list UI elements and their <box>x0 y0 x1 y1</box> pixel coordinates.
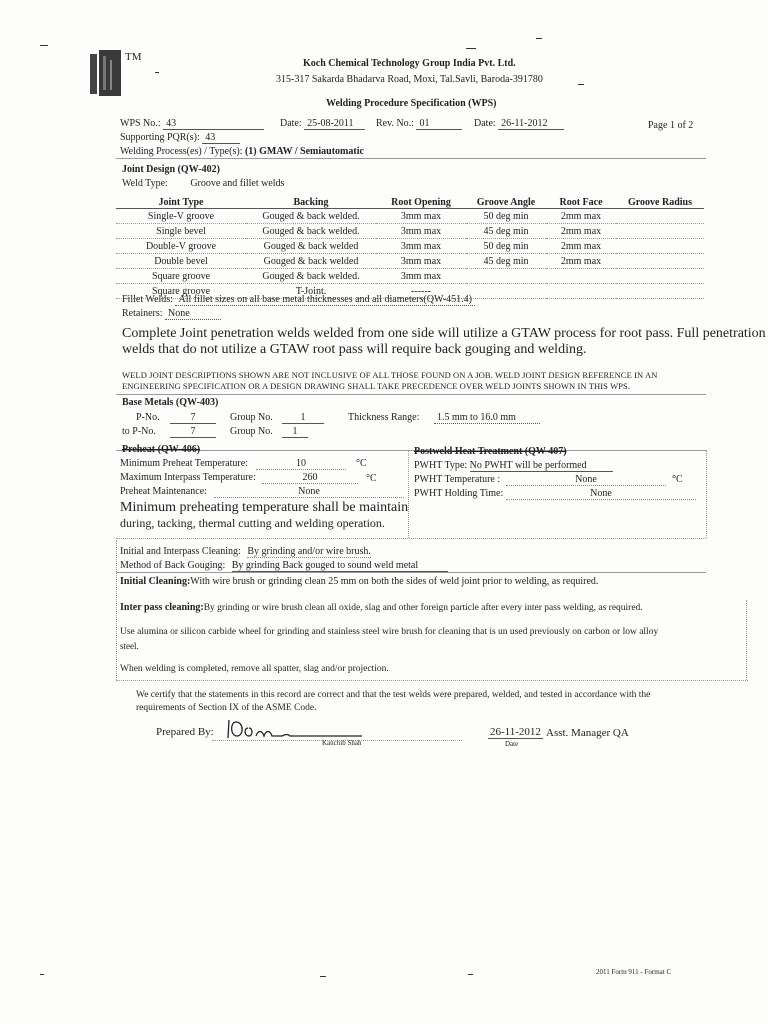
table-row <box>116 239 704 254</box>
thickness-value: 1.5 mm to 16.0 mm <box>434 412 540 424</box>
group-no-2-label: Group No. <box>230 426 273 437</box>
cell-root-opening: 3mm max <box>376 269 466 284</box>
prepared-by-label: Prepared By: <box>156 726 214 738</box>
pqr-value: 43 <box>202 132 240 144</box>
inter-pass-cleaning-label: Inter pass cleaning: <box>120 602 204 613</box>
cell-joint-type: Double bevel <box>116 254 246 269</box>
wps-no-row <box>120 118 264 130</box>
base-metals-heading: Base Metals (QW-403) <box>122 397 219 408</box>
certification-line1: We certify that the statements in this record are correct and that the test welds were prepared, welded, and tested in accordance with the <box>136 690 651 700</box>
preheat-maintenance-value: None <box>298 486 320 497</box>
page-number: Page 1 of 2 <box>648 120 694 131</box>
preparer-role: Asst. Manager QA <box>546 727 629 739</box>
cell-groove-angle: 45 deg min <box>466 254 546 269</box>
preheat-note-line1: Minimum preheating temperature shall be maintain <box>120 500 409 515</box>
p-no-value: 7 <box>170 412 216 424</box>
cell-groove-angle <box>466 269 546 284</box>
col-backing: Backing <box>246 196 376 209</box>
scan-speck <box>40 974 44 975</box>
joint-design-heading: Joint Design (QW-402) <box>122 164 220 175</box>
scan-speck <box>536 38 542 39</box>
form-number: 2011 Form 911 - Format C <box>596 968 672 976</box>
initial-cleaning-label: Initial Cleaning: <box>120 576 191 587</box>
max-interpass-label: Maximum Interpass Temperature: <box>120 472 256 483</box>
cell-groove-angle: 45 deg min <box>466 224 546 239</box>
min-preheat-value: 10 <box>296 458 306 469</box>
spatter-note: When welding is completed, remove all spatter, slag and/or projection. <box>120 664 389 674</box>
interpass-cleaning-row <box>120 546 371 557</box>
weld-joint-disclaimer-line2: ENGINEERING SPECIFICATION OR A DESIGN DRAWING SHALL TAKE PRECEDENCE OVER WELD JOINTS SHOWN IN THIS WPS. <box>122 381 631 391</box>
group-no-label: Group No. <box>230 412 273 423</box>
table-row <box>116 209 704 224</box>
divider <box>116 158 706 159</box>
cell-groove-radius <box>616 209 704 224</box>
joint-table <box>116 196 704 299</box>
company-name: Koch Chemical Technology Group India Pvt. Ltd. <box>303 58 516 69</box>
alumina-note-line1: Use alumina or silicon carbide wheel for grinding and stainless steel wire brush for cleaning that is un used previously on carbon or low alloy <box>120 627 659 637</box>
company-address: 315-317 Sakarda Bhadarva Road, Moxi, Tal.Savli, Baroda-391780 <box>276 74 543 85</box>
fillet-welds-row <box>122 294 475 306</box>
cell-root-face: 2mm max <box>546 209 616 224</box>
divider <box>116 450 706 451</box>
fillet-welds-label: Fillet Welds: <box>122 294 173 305</box>
pwht-heading: Postweld Heat Treatment (QW 407) <box>414 446 567 457</box>
pwht-temp-label: PWHT Temperature : <box>414 474 501 485</box>
scan-speck <box>320 976 326 977</box>
back-gouging-value: By grinding Back gouged to sound weld metal <box>232 560 448 572</box>
cell-root-opening: 3mm max <box>376 209 466 224</box>
max-interpass-value: 260 <box>302 472 318 483</box>
cell-root-face: 2mm max <box>546 239 616 254</box>
cell-root-opening: 3mm max <box>376 254 466 269</box>
pwht-time-label: PWHT Holding Time: <box>414 488 504 499</box>
divider <box>116 538 706 539</box>
date-label: Date: <box>280 118 302 129</box>
retainers-row <box>122 308 221 320</box>
column-divider <box>408 450 409 538</box>
cell-joint-type: Square groove <box>116 284 246 299</box>
cell-backing: Gouged & back welded. <box>246 209 376 224</box>
col-groove-angle: Groove Angle <box>466 196 546 209</box>
weld-type-value: Groove and fillet welds <box>190 178 285 189</box>
gtaw-note-line1: Complete Joint penetration welds welded from one side will utilize a GTAW process for root pass. Full penetration <box>122 326 766 341</box>
rev-label: Rev. No.: <box>376 118 414 129</box>
group-no-value: 1 <box>282 412 324 424</box>
table-row <box>116 269 704 284</box>
thickness-label: Thickness Range: <box>348 412 420 423</box>
certification-line2: requirements of Section IX of the ASME Code. <box>136 703 317 713</box>
interpass-cleaning-value: By grinding and/or wire brush. <box>247 546 371 557</box>
rev-row <box>376 118 462 130</box>
min-preheat-label: Minimum Preheat Temperature: <box>120 458 248 469</box>
preheat-maintenance-label: Preheat Maintenance: <box>120 486 207 497</box>
cell-root-face: 2mm max <box>546 254 616 269</box>
preheat-note-line2: during, tacking, thermal cutting and welding operation. <box>120 516 385 530</box>
cell-groove-radius <box>616 269 704 284</box>
table-row <box>116 254 704 269</box>
process-label: Welding Process(es) / Type(s): <box>120 146 243 157</box>
weld-type-row <box>122 178 284 189</box>
divider <box>116 394 706 395</box>
inter-pass-cleaning-value: By grinding or wire brush clean all oxide, slag and other foreign particle after every inter pass welding, as required. <box>203 603 643 613</box>
col-root-opening: Root Opening <box>376 196 466 209</box>
box-border-left <box>116 540 117 680</box>
pwht-temp-unit: °C <box>672 474 683 485</box>
scan-speck <box>468 974 473 975</box>
interpass-cleaning-label: Initial and Interpass Cleaning: <box>120 546 241 557</box>
cell-backing: Gouged & back welded <box>246 254 376 269</box>
cell-groove-angle: 50 deg min <box>466 239 546 254</box>
joint-table-header <box>116 196 704 209</box>
to-p-no-value: 7 <box>170 426 216 438</box>
signed-date: 26-11-2012 <box>490 726 541 738</box>
cell-joint-type: Double-V groove <box>116 239 246 254</box>
cell-groove-angle <box>466 284 546 299</box>
col-groove-radius: Groove Radius <box>616 196 704 209</box>
rev-date-label: Date: <box>474 118 496 129</box>
p-no-label: P-No. <box>136 412 160 423</box>
cell-root-opening: ------ <box>376 284 466 299</box>
cell-groove-radius <box>616 224 704 239</box>
min-preheat-unit: °C <box>356 458 367 469</box>
table-row <box>116 224 704 239</box>
scan-speck <box>578 84 584 85</box>
back-gouging-row <box>120 560 448 571</box>
max-interpass-unit: °C <box>366 473 377 484</box>
cell-backing: T-Joint. <box>246 284 376 299</box>
pwht-type-row <box>414 460 613 471</box>
scan-speck <box>40 45 48 46</box>
initial-cleaning-row <box>120 576 598 587</box>
cell-joint-type: Single-V groove <box>116 209 246 224</box>
scan-speck <box>155 72 159 73</box>
scan-speck <box>466 48 476 49</box>
trademark-mark: TM <box>125 51 142 63</box>
retainers-value: None <box>165 308 221 320</box>
fillet-welds-value: All fillet sizes on all base metal thicknesses and all diameters(QW-451.4) <box>175 294 475 306</box>
pwht-temp-value: None <box>575 474 597 485</box>
cell-groove-angle: 50 deg min <box>466 209 546 224</box>
pwht-type-value: No PWHT will be performed <box>470 460 613 472</box>
box-border-right <box>706 450 707 538</box>
date-value: 25-08-2011 <box>304 118 365 130</box>
col-root-face: Root Face <box>546 196 616 209</box>
rev-date-row <box>474 118 564 130</box>
cell-root-face: 2mm max <box>546 224 616 239</box>
initial-cleaning-value: With wire brush or grinding clean 25 mm on both the sides of weld joint prior to welding, as required. <box>190 576 599 587</box>
alumina-note-line2: steel. <box>120 641 139 651</box>
pwht-time-value: None <box>590 488 612 499</box>
preheat-heading: Preheat (QW-406) <box>122 444 201 455</box>
cell-root-opening: 3mm max <box>376 239 466 254</box>
process-row <box>120 146 364 157</box>
cell-backing: Gouged & back welded <box>246 239 376 254</box>
cell-groove-radius <box>616 254 704 269</box>
date-caption: Date <box>505 740 519 748</box>
inter-pass-cleaning-row <box>120 602 643 613</box>
cell-backing: Gouged & back welded. <box>246 224 376 239</box>
company-logo <box>90 50 124 96</box>
weld-type-label: Weld Type: <box>122 178 168 189</box>
divider <box>116 680 748 681</box>
cell-backing: Gouged & back welded. <box>246 269 376 284</box>
rev-value: 01 <box>416 118 462 130</box>
rev-date-value: 26-11-2012 <box>498 118 564 130</box>
pqr-label: Supporting PQR(s): <box>120 132 200 143</box>
gtaw-note-line2: welds that do not utilize a GTAW root pass will require back gouging and welding. <box>122 342 587 357</box>
col-joint-type: Joint Type <box>116 196 246 209</box>
cell-joint-type: Single bevel <box>116 224 246 239</box>
weld-joint-disclaimer-line1: WELD JOINT DESCRIPTIONS SHOWN ARE NOT INCLUSIVE OF ALL THOSE FOUND ON A JOB. WELD JOINT DESIGN REFERENCE IN AN <box>122 370 658 380</box>
preparer-name: Kanchib Shah <box>322 739 362 747</box>
cell-root-face <box>546 269 616 284</box>
pqr-row <box>120 132 240 144</box>
cell-root-opening: 3mm max <box>376 224 466 239</box>
process-value: (1) GMAW / Semiautomatic <box>244 146 364 157</box>
date-row <box>280 118 365 130</box>
back-gouging-label: Method of Back Gouging: <box>120 560 226 571</box>
wps-no-value: 43 <box>163 118 264 130</box>
divider <box>116 572 706 573</box>
cell-groove-radius <box>616 284 704 299</box>
document-title: Welding Procedure Specification (WPS) <box>326 98 497 109</box>
box-border-right <box>746 600 747 680</box>
group-no-2-value: 1 <box>282 426 308 438</box>
to-p-no-label: to P-No. <box>122 426 156 437</box>
cell-root-face <box>546 284 616 299</box>
retainers-label: Retainers: <box>122 308 163 319</box>
cell-groove-radius <box>616 239 704 254</box>
pwht-type-label: PWHT Type: <box>414 460 468 471</box>
cell-joint-type: Square groove <box>116 269 246 284</box>
wps-no-label: WPS No.: <box>120 118 161 129</box>
